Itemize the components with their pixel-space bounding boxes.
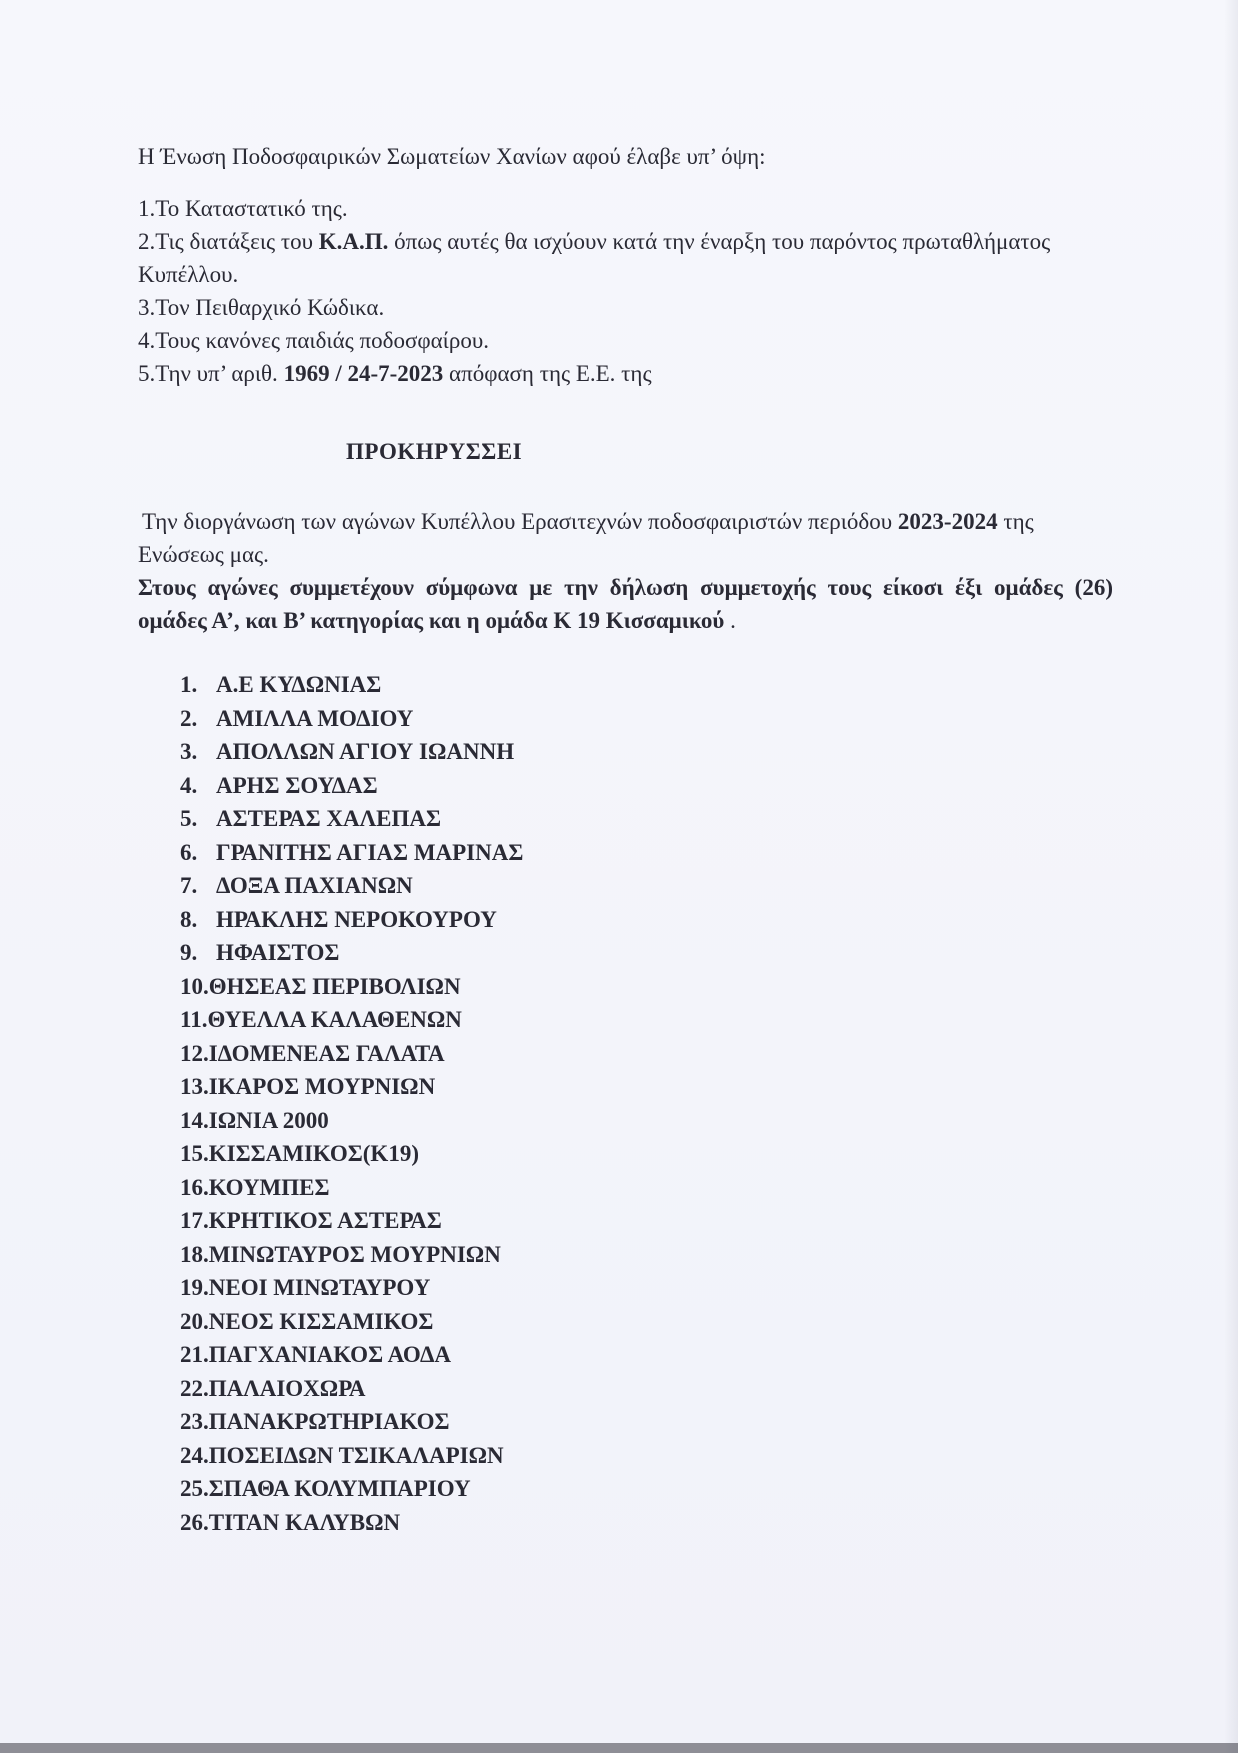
kap-reference: Κ.Α.Π. xyxy=(318,229,389,254)
team-number: 13. xyxy=(180,1074,209,1099)
team-number: 14. xyxy=(180,1107,209,1133)
consideration-item: 1.Το Καταστατικό της. xyxy=(138,196,348,221)
team-list-item xyxy=(180,1506,1113,1540)
considerations-list xyxy=(138,192,1113,390)
team-name: ΔΟΞΑ ΠΑΧΙΑΝΩΝ xyxy=(216,873,413,898)
team-name: Α.Ε ΚΥΔΩΝΙΑΣ xyxy=(216,672,382,697)
team-name: ΘΗΣΕΑΣ ΠΕΡΙΒΟΛΙΩΝ xyxy=(208,973,461,999)
team-number: 20. xyxy=(180,1308,209,1334)
team-number: 18. xyxy=(180,1241,209,1267)
consideration-item: 2.Τις διατάξεις του Κ.Α.Π. όπως αυτές θα ισχύουν κατά την έναρξη του παρόντος πρωταθλήματος Κυπέλλου. xyxy=(138,229,1051,287)
team-name: ΚΡΗΤΙΚΟΣ ΑΣΤΕΡΑΣ xyxy=(208,1208,442,1233)
team-list-item xyxy=(180,1372,1113,1406)
team-number: 2. xyxy=(180,705,198,731)
team-list-item xyxy=(180,1439,1113,1473)
team-list-item xyxy=(180,1070,1113,1104)
team-number: 1. xyxy=(180,672,198,697)
team-name: ΚΙΣΣΑΜΙΚΟΣ(Κ19) xyxy=(208,1141,419,1166)
team-number: 25. xyxy=(180,1476,209,1501)
team-name: ΠΟΣΕΙΔΩΝ ΤΣΙΚΑΛΑΡΙΩΝ xyxy=(208,1442,504,1468)
team-number: 23. xyxy=(180,1409,209,1434)
team-number: 11. xyxy=(180,1007,208,1032)
team-list-item xyxy=(180,903,1113,937)
team-list-item xyxy=(180,970,1113,1004)
team-name: ΝΕΟΙ ΜΙΝΩΤΑΥΡΟΥ xyxy=(208,1275,431,1300)
decision-number: 1969 / 24-7-2023 xyxy=(283,361,444,386)
team-list-item xyxy=(180,1338,1113,1372)
team-list-item xyxy=(180,1204,1113,1238)
team-name: ΗΦΑΙΣΤΟΣ xyxy=(216,940,340,965)
team-number: 5. xyxy=(180,806,198,831)
scan-bottom-border xyxy=(0,1743,1238,1753)
team-list-item xyxy=(180,1305,1113,1339)
consideration-item: 5.Την υπ’ αριθ. 1969 / 24-7-2023 απόφαση της Ε.Ε. της xyxy=(138,361,652,386)
team-number: 17. xyxy=(180,1208,209,1233)
team-list-item xyxy=(180,1104,1113,1138)
team-name: ΑΠΟΛΛΩΝ ΑΓΙΟΥ ΙΩΑΝΝΗ xyxy=(216,739,515,764)
team-number: 9. xyxy=(180,940,198,965)
team-list-item xyxy=(180,1472,1113,1506)
team-number: 3. xyxy=(180,739,198,764)
team-list-item xyxy=(180,702,1113,736)
consideration-item: 4.Τους κανόνες παιδιάς ποδοσφαίρου. xyxy=(138,328,489,353)
team-name: ΠΑΛΑΙΟΧΩΡΑ xyxy=(208,1375,366,1401)
intro-text: Η Ένωση Ποδοσφαιρικών Σωματείων Χανίων αφού έλαβε υπ’ όψη: xyxy=(138,144,766,169)
team-name: ΑΡΗΣ ΣΟΥΔΑΣ xyxy=(216,772,378,798)
team-name: ΘΥΕΛΛΑ ΚΑΛΑΘΕΝΩΝ xyxy=(207,1007,462,1032)
participation-text: Στους αγώνες συμμετέχουν σύμφωνα με την δήλωση συμμετοχής τους είκοσι έξι ομάδες (26) ομάδες Α’, και Β’ κατηγορίας και η ομάδα Κ 19 Κισσαμικού . xyxy=(138,575,1113,633)
team-list-item xyxy=(180,1037,1113,1071)
team-name: ΠΑΓΧΑΝΙΑΚΟΣ ΑΟΔΑ xyxy=(208,1342,451,1367)
team-number: 22. xyxy=(180,1375,209,1401)
team-name: ΙΚΑΡΟΣ ΜΟΥΡΝΙΩΝ xyxy=(208,1074,436,1099)
team-name: ΙΔΟΜΕΝΕΑΣ ΓΑΛΑΤΑ xyxy=(208,1040,445,1066)
team-number: 12. xyxy=(180,1040,209,1066)
team-list-item xyxy=(180,1271,1113,1305)
team-number: 6. xyxy=(180,839,198,865)
proclamation-heading: ΠΡΟΚΗΡΥΣΣΕΙ xyxy=(346,439,523,464)
team-name: ΜΙΝΩΤΑΥΡΟΣ ΜΟΥΡΝΙΩΝ xyxy=(208,1241,501,1267)
consideration-item: 3.Τον Πειθαρχικό Κώδικα. xyxy=(138,295,385,320)
team-list-item xyxy=(180,1171,1113,1205)
team-number: 26. xyxy=(180,1509,209,1535)
team-number: 15. xyxy=(180,1141,209,1166)
team-name: ΙΩΝΙΑ 2000 xyxy=(208,1107,329,1133)
scan-edge-shadow xyxy=(1224,0,1238,1753)
team-list-item xyxy=(180,1137,1113,1171)
team-list xyxy=(180,668,1113,1539)
team-name: ΗΡΑΚΛΗΣ ΝΕΡΟΚΟΥΡΟΥ xyxy=(216,906,497,932)
team-name: ΑΣΤΕΡΑΣ ΧΑΛΕΠΑΣ xyxy=(216,806,441,831)
team-name: ΓΡΑΝΙΤΗΣ ΑΓΙΑΣ ΜΑΡΙΝΑΣ xyxy=(216,839,524,865)
team-list-item xyxy=(180,869,1113,903)
team-list-item xyxy=(180,836,1113,870)
team-name: ΚΟΥΜΠΕΣ xyxy=(208,1174,330,1200)
team-number: 16. xyxy=(180,1174,209,1200)
season-period: 2023-2024 xyxy=(897,509,998,534)
team-number: 24. xyxy=(180,1442,209,1468)
announcement xyxy=(138,505,1113,637)
team-list-item xyxy=(180,802,1113,836)
team-number: 8. xyxy=(180,906,198,932)
team-list-item xyxy=(180,668,1113,702)
team-name: ΤΙΤΑΝ ΚΑΛΥΒΩΝ xyxy=(208,1509,401,1535)
announcement-text: Την διοργάνωση των αγώνων Κυπέλλου Ερασιτεχνών ποδοσφαιριστών περιόδου 2023-2024 της Ενώσεως μας. xyxy=(138,509,1034,567)
team-list-item xyxy=(180,735,1113,769)
team-list-item xyxy=(180,1405,1113,1439)
team-name: ΠΑΝΑΚΡΩΤΗΡΙΑΚΟΣ xyxy=(208,1409,450,1434)
team-list-item xyxy=(180,769,1113,803)
team-number: 19. xyxy=(180,1275,209,1300)
team-list-item xyxy=(180,1003,1113,1037)
team-name: ΝΕΟΣ ΚΙΣΣΑΜΙΚΟΣ xyxy=(208,1308,434,1334)
team-name: ΣΠΑΘΑ ΚΟΛΥΜΠΑΡΙΟΥ xyxy=(208,1476,471,1501)
team-number: 7. xyxy=(180,873,198,898)
document-body xyxy=(138,140,1113,1539)
team-number: 21. xyxy=(180,1342,209,1367)
team-name: ΑΜΙΛΛΑ ΜΟΔΙΟΥ xyxy=(216,705,414,731)
team-number: 4. xyxy=(180,772,198,798)
team-list-item xyxy=(180,936,1113,970)
team-number: 10. xyxy=(180,973,209,999)
team-list-item xyxy=(180,1238,1113,1272)
